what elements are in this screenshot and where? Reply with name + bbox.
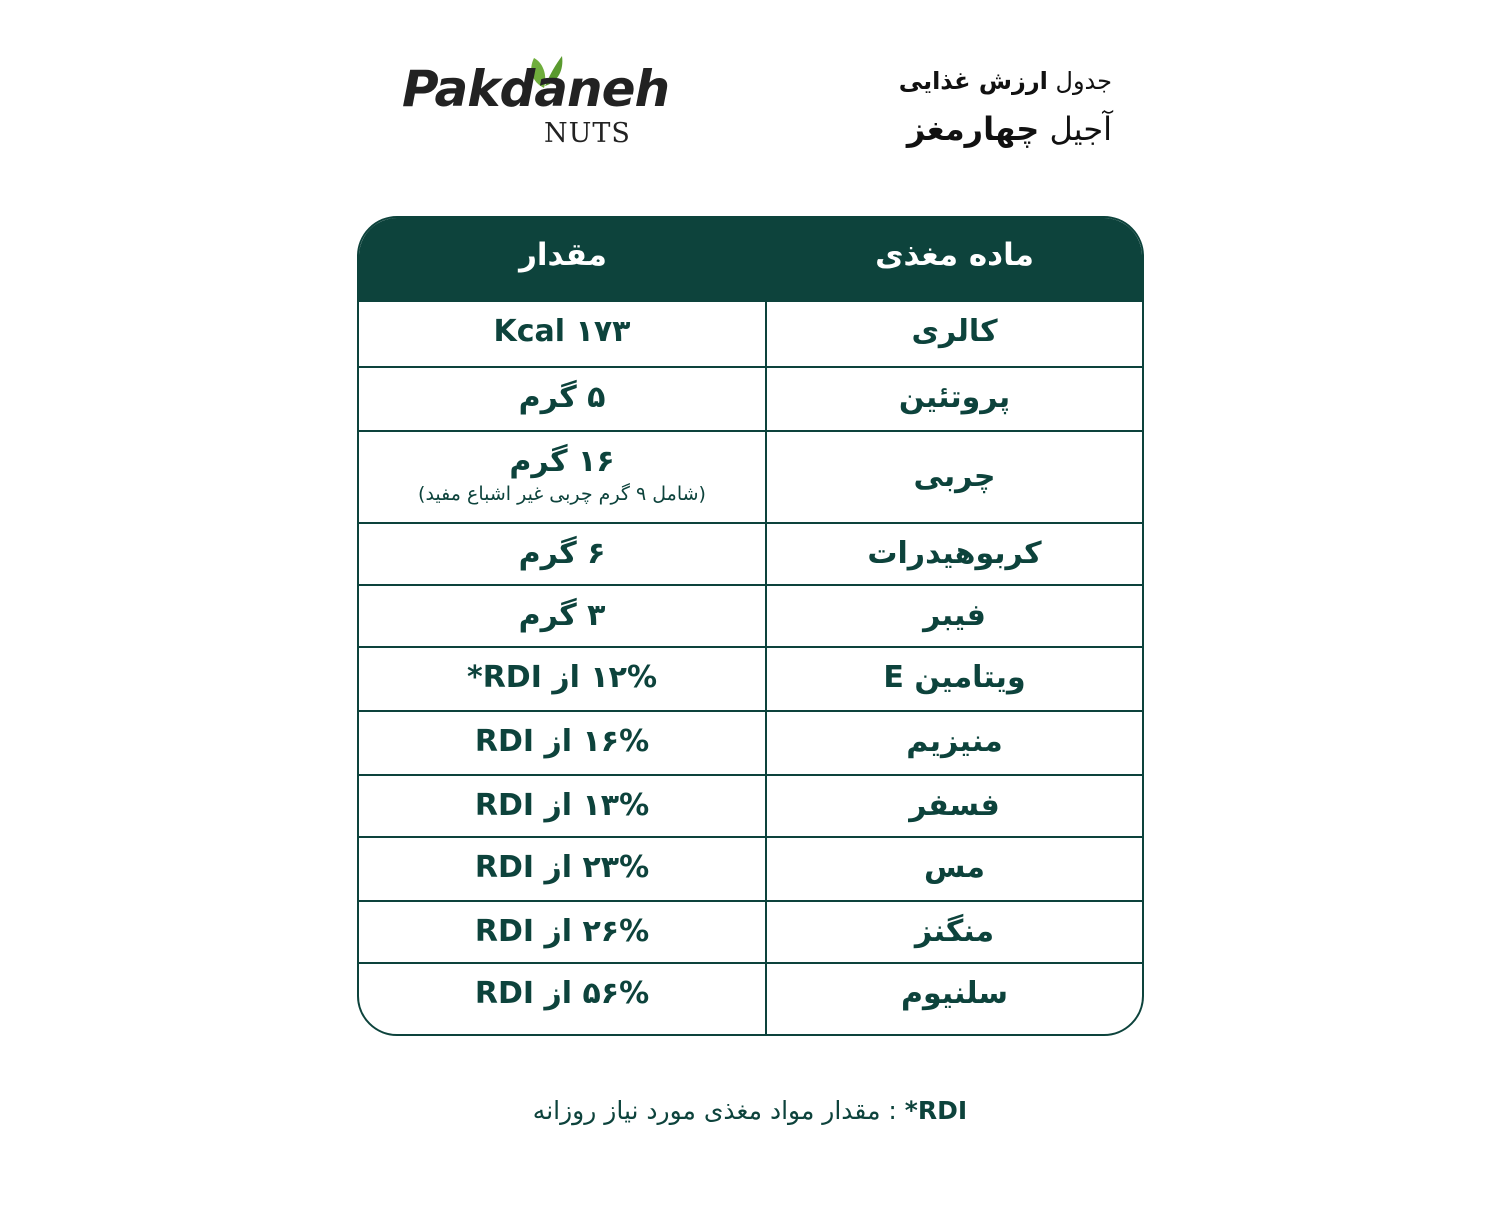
nutrient-name: چربی	[913, 459, 996, 494]
table-row	[359, 584, 1142, 646]
amount-value: ۱۲% از RDI*	[467, 660, 658, 695]
footnote	[0, 1096, 1500, 1125]
table-row	[359, 710, 1142, 774]
nutrient-cell	[767, 902, 1142, 962]
table-row	[359, 962, 1142, 1036]
amount-cell	[359, 712, 767, 774]
brand-logo	[400, 52, 670, 156]
table-row	[359, 366, 1142, 430]
table-row	[359, 430, 1142, 522]
nutrient-name: فیبر	[923, 598, 986, 633]
nutrient-cell	[767, 776, 1142, 836]
table-row	[359, 646, 1142, 710]
amount-cell	[359, 432, 767, 522]
nutrient-cell	[767, 586, 1142, 646]
amount-value: ۳ گرم	[518, 598, 606, 633]
amount-cell	[359, 964, 767, 1036]
title-bold-1: ارزش غذایی	[898, 67, 1048, 95]
table-row	[359, 302, 1142, 366]
header-nutrient: ماده مغذی	[875, 237, 1034, 273]
amount-value: ۵۶% از RDI	[474, 976, 650, 1011]
brand-subtitle: NUTS	[544, 118, 631, 149]
nutrient-name: مس	[924, 850, 985, 885]
nutrient-name: کالری	[911, 314, 998, 349]
table-row	[359, 774, 1142, 836]
brand-name: Pakdaneh	[402, 60, 670, 118]
amount-value: ۲۳% از RDI	[474, 850, 650, 885]
nutrient-cell	[767, 838, 1142, 900]
amount-value: ۶ گرم	[518, 536, 606, 571]
amount-value: Kcal ۱۷۳	[493, 314, 631, 349]
amount-value: ۵ گرم	[518, 380, 606, 415]
nutrient-name: منگنز	[914, 914, 995, 949]
table-header	[359, 218, 1142, 302]
amount-value: ۲۶% از RDI	[474, 914, 650, 949]
table-body	[359, 302, 1142, 1036]
title-line-2	[899, 102, 1112, 156]
amount-cell	[359, 902, 767, 962]
nutrient-cell	[767, 524, 1142, 584]
nutrition-table	[357, 216, 1144, 1036]
nutrient-cell	[767, 964, 1142, 1036]
nutrient-cell	[767, 368, 1142, 430]
table-row	[359, 900, 1142, 962]
amount-value: ۱۶% از RDI	[474, 724, 650, 759]
title-prefix-1: جدول	[1055, 67, 1112, 95]
title-bold-2: چهارمغز	[906, 110, 1040, 148]
nutrient-name: منیزیم	[906, 724, 1003, 759]
footnote-text: : مقدار مواد مغذی مورد نیاز روزانه	[532, 1096, 897, 1125]
nutrient-name: فسفر	[909, 788, 1000, 823]
amount-cell	[359, 368, 767, 430]
amount-cell	[359, 302, 767, 366]
footnote-key: RDI*	[904, 1096, 968, 1125]
amount-cell	[359, 776, 767, 836]
amount-cell	[359, 648, 767, 710]
header-amount: مقدار	[519, 237, 607, 273]
table-row	[359, 836, 1142, 900]
amount-note: (شامل ۹ گرم چربی غیر اشباع مفید)	[418, 483, 706, 505]
amount-cell	[359, 524, 767, 584]
nutrient-cell	[767, 302, 1142, 366]
title-prefix-2: آجیل	[1049, 110, 1112, 148]
table-row	[359, 522, 1142, 584]
amount-cell	[359, 838, 767, 900]
nutrient-name: پروتئین	[898, 380, 1011, 415]
amount-value: ۱۳% از RDI	[474, 788, 650, 823]
nutrient-cell	[767, 648, 1142, 710]
nutrient-name: سلنیوم	[900, 976, 1009, 1011]
page-title	[899, 60, 1112, 156]
amount-cell	[359, 586, 767, 646]
nutrient-cell	[767, 432, 1142, 522]
nutrient-name: کربوهیدرات	[867, 536, 1042, 571]
title-line-1	[899, 60, 1112, 102]
nutrient-name: ویتامین E	[883, 660, 1026, 695]
amount-value: ۱۶ گرم	[509, 444, 615, 479]
nutrient-cell	[767, 712, 1142, 774]
